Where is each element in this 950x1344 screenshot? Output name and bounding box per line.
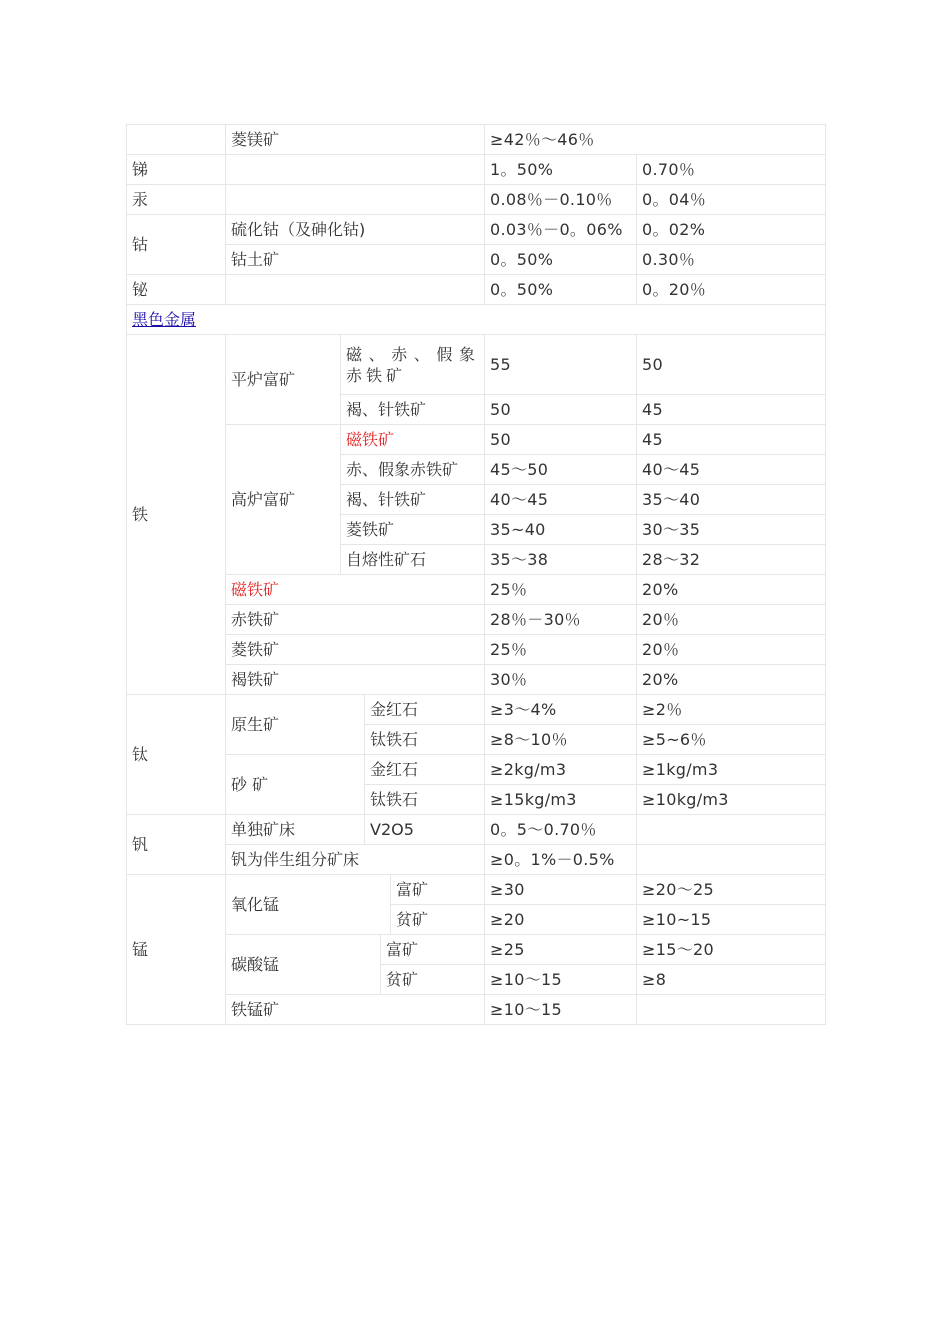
min-grade-cell: 45	[637, 425, 826, 455]
boundary-grade-cell: ≥25	[485, 935, 637, 965]
ore-type-cell: 单独矿床	[226, 815, 365, 845]
boundary-grade-cell: 25％	[485, 575, 637, 605]
boundary-grade-cell: ≥3～4%	[485, 695, 637, 725]
section-row	[127, 305, 826, 335]
section-header-cell	[127, 305, 826, 335]
boundary-grade-cell: ≥0。1%－0.5%	[485, 845, 637, 875]
table-row	[127, 335, 826, 395]
boundary-grade-cell: 0。50%	[485, 245, 637, 275]
min-grade-cell: 0.70％	[637, 155, 826, 185]
boundary-grade-cell: ≥30	[485, 875, 637, 905]
ore-category-cell: 原生矿	[226, 695, 365, 755]
element-cell	[127, 125, 226, 155]
min-grade-cell: ≥10kg/m3	[637, 785, 826, 815]
component-cell: V2O5	[365, 815, 485, 845]
boundary-grade-cell: ≥10～15	[485, 965, 637, 995]
ore-type-cell: 磁铁矿	[226, 575, 485, 605]
element-cell: 钴	[127, 215, 226, 275]
table-row	[127, 695, 826, 725]
element-cell: 钛	[127, 695, 226, 815]
element-cell: 铋	[127, 275, 226, 305]
ore-subtype-cell: 褐、针铁矿	[341, 395, 485, 425]
ore-subtype-cell: 赤、假象赤铁矿	[341, 455, 485, 485]
table-row	[127, 215, 826, 245]
boundary-grade-cell: 50	[485, 425, 637, 455]
ore-type-cell: 钴土矿	[226, 245, 485, 275]
ore-type-cell: 铁锰矿	[226, 995, 485, 1025]
min-grade-cell: 20％	[637, 605, 826, 635]
table-row	[127, 995, 826, 1025]
min-grade-cell: 0。04％	[637, 185, 826, 215]
ore-grade-table	[126, 124, 826, 1025]
boundary-grade-cell: ≥8～10％	[485, 725, 637, 755]
min-grade-cell	[637, 845, 826, 875]
ore-subtype-cell: 自熔性矿石	[341, 545, 485, 575]
table-row	[127, 665, 826, 695]
table-row	[127, 125, 826, 155]
boundary-grade-cell: 35～38	[485, 545, 637, 575]
min-grade-cell	[637, 815, 826, 845]
boundary-grade-cell: 30％	[485, 665, 637, 695]
boundary-grade-cell: 35~40	[485, 515, 637, 545]
boundary-grade-cell: 0.08％－0.10％	[485, 185, 637, 215]
ore-type-cell: 褐铁矿	[226, 665, 485, 695]
boundary-grade-cell: 50	[485, 395, 637, 425]
min-grade-cell: 0。20％	[637, 275, 826, 305]
ore-type-cell: 赤铁矿	[226, 605, 485, 635]
boundary-grade-cell: 0。5～0.70％	[485, 815, 637, 845]
mineral-cell: 金红石	[365, 755, 485, 785]
table-row	[127, 635, 826, 665]
min-grade-cell: 40～45	[637, 455, 826, 485]
min-grade-cell: 20％	[637, 635, 826, 665]
min-grade-cell: ≥15～20	[637, 935, 826, 965]
grade-cell: ≥42％～46％	[485, 125, 826, 155]
ore-category-cell: 碳酸锰	[226, 935, 381, 995]
table-row	[127, 935, 826, 965]
min-grade-cell: ≥8	[637, 965, 826, 995]
boundary-grade-cell: ≥15kg/m3	[485, 785, 637, 815]
table-row	[127, 575, 826, 605]
ferrous-metals-link[interactable]: 黑色金属	[132, 310, 197, 329]
element-cell: 锰	[127, 875, 226, 1025]
min-grade-cell: 0.30％	[637, 245, 826, 275]
ore-subtype-cell: 磁铁矿	[341, 425, 485, 455]
table-row	[127, 815, 826, 845]
element-cell: 锑	[127, 155, 226, 185]
mineral-cell: 金红石	[365, 695, 485, 725]
ore-type-cell	[226, 185, 485, 215]
table-row	[127, 875, 826, 905]
table-row	[127, 755, 826, 785]
ore-subtype-cell: 磁、赤、假象赤铁矿	[341, 335, 485, 395]
ore-subtype-cell: 贫矿	[391, 905, 485, 935]
ore-type-cell: 硫化钴（及砷化钴)	[226, 215, 485, 245]
boundary-grade-cell: 40～45	[485, 485, 637, 515]
min-grade-cell: 30～35	[637, 515, 826, 545]
boundary-grade-cell: ≥20	[485, 905, 637, 935]
table-row	[127, 605, 826, 635]
ore-subtype-cell: 贫矿	[381, 965, 485, 995]
min-grade-cell: 20%	[637, 575, 826, 605]
min-grade-cell: 0。02%	[637, 215, 826, 245]
boundary-grade-cell: ≥2kg/m3	[485, 755, 637, 785]
ore-type-cell	[226, 275, 485, 305]
ore-category-cell: 高炉富矿	[226, 425, 341, 575]
table-row	[127, 185, 826, 215]
min-grade-cell: 28～32	[637, 545, 826, 575]
boundary-grade-cell: 25％	[485, 635, 637, 665]
ore-category-cell: 平炉富矿	[226, 335, 341, 425]
table-row	[127, 275, 826, 305]
boundary-grade-cell: 45～50	[485, 455, 637, 485]
min-grade-cell: 45	[637, 395, 826, 425]
ore-subtype-cell: 菱铁矿	[341, 515, 485, 545]
ore-category-cell: 砂 矿	[226, 755, 365, 815]
min-grade-cell: 20%	[637, 665, 826, 695]
mineral-cell: 钛铁石	[365, 725, 485, 755]
boundary-grade-cell: 1。50%	[485, 155, 637, 185]
element-cell: 汞	[127, 185, 226, 215]
min-grade-cell: ≥5~6％	[637, 725, 826, 755]
boundary-grade-cell: 55	[485, 335, 637, 395]
table-row	[127, 845, 826, 875]
boundary-grade-cell: ≥10～15	[485, 995, 637, 1025]
element-cell: 钒	[127, 815, 226, 875]
min-grade-cell: ≥1kg/m3	[637, 755, 826, 785]
ore-category-cell: 氧化锰	[226, 875, 391, 935]
min-grade-cell: 50	[637, 335, 826, 395]
boundary-grade-cell: 0。50%	[485, 275, 637, 305]
ore-type-cell: 菱镁矿	[226, 125, 485, 155]
ore-type-cell: 钒为伴生组分矿床	[226, 845, 485, 875]
min-grade-cell: ≥20～25	[637, 875, 826, 905]
ore-subtype-cell: 富矿	[391, 875, 485, 905]
min-grade-cell: ≥10~15	[637, 905, 826, 935]
boundary-grade-cell: 28％－30％	[485, 605, 637, 635]
boundary-grade-cell: 0.03％－0。06%	[485, 215, 637, 245]
mineral-cell: 钛铁石	[365, 785, 485, 815]
element-cell: 铁	[127, 335, 226, 695]
table-row	[127, 245, 826, 275]
min-grade-cell	[637, 995, 826, 1025]
ore-type-cell: 菱铁矿	[226, 635, 485, 665]
table-row	[127, 425, 826, 455]
min-grade-cell: ≥2％	[637, 695, 826, 725]
table-row	[127, 155, 826, 185]
ore-subtype-cell: 褐、针铁矿	[341, 485, 485, 515]
min-grade-cell: 35～40	[637, 485, 826, 515]
ore-type-cell	[226, 155, 485, 185]
ore-subtype-cell: 富矿	[381, 935, 485, 965]
